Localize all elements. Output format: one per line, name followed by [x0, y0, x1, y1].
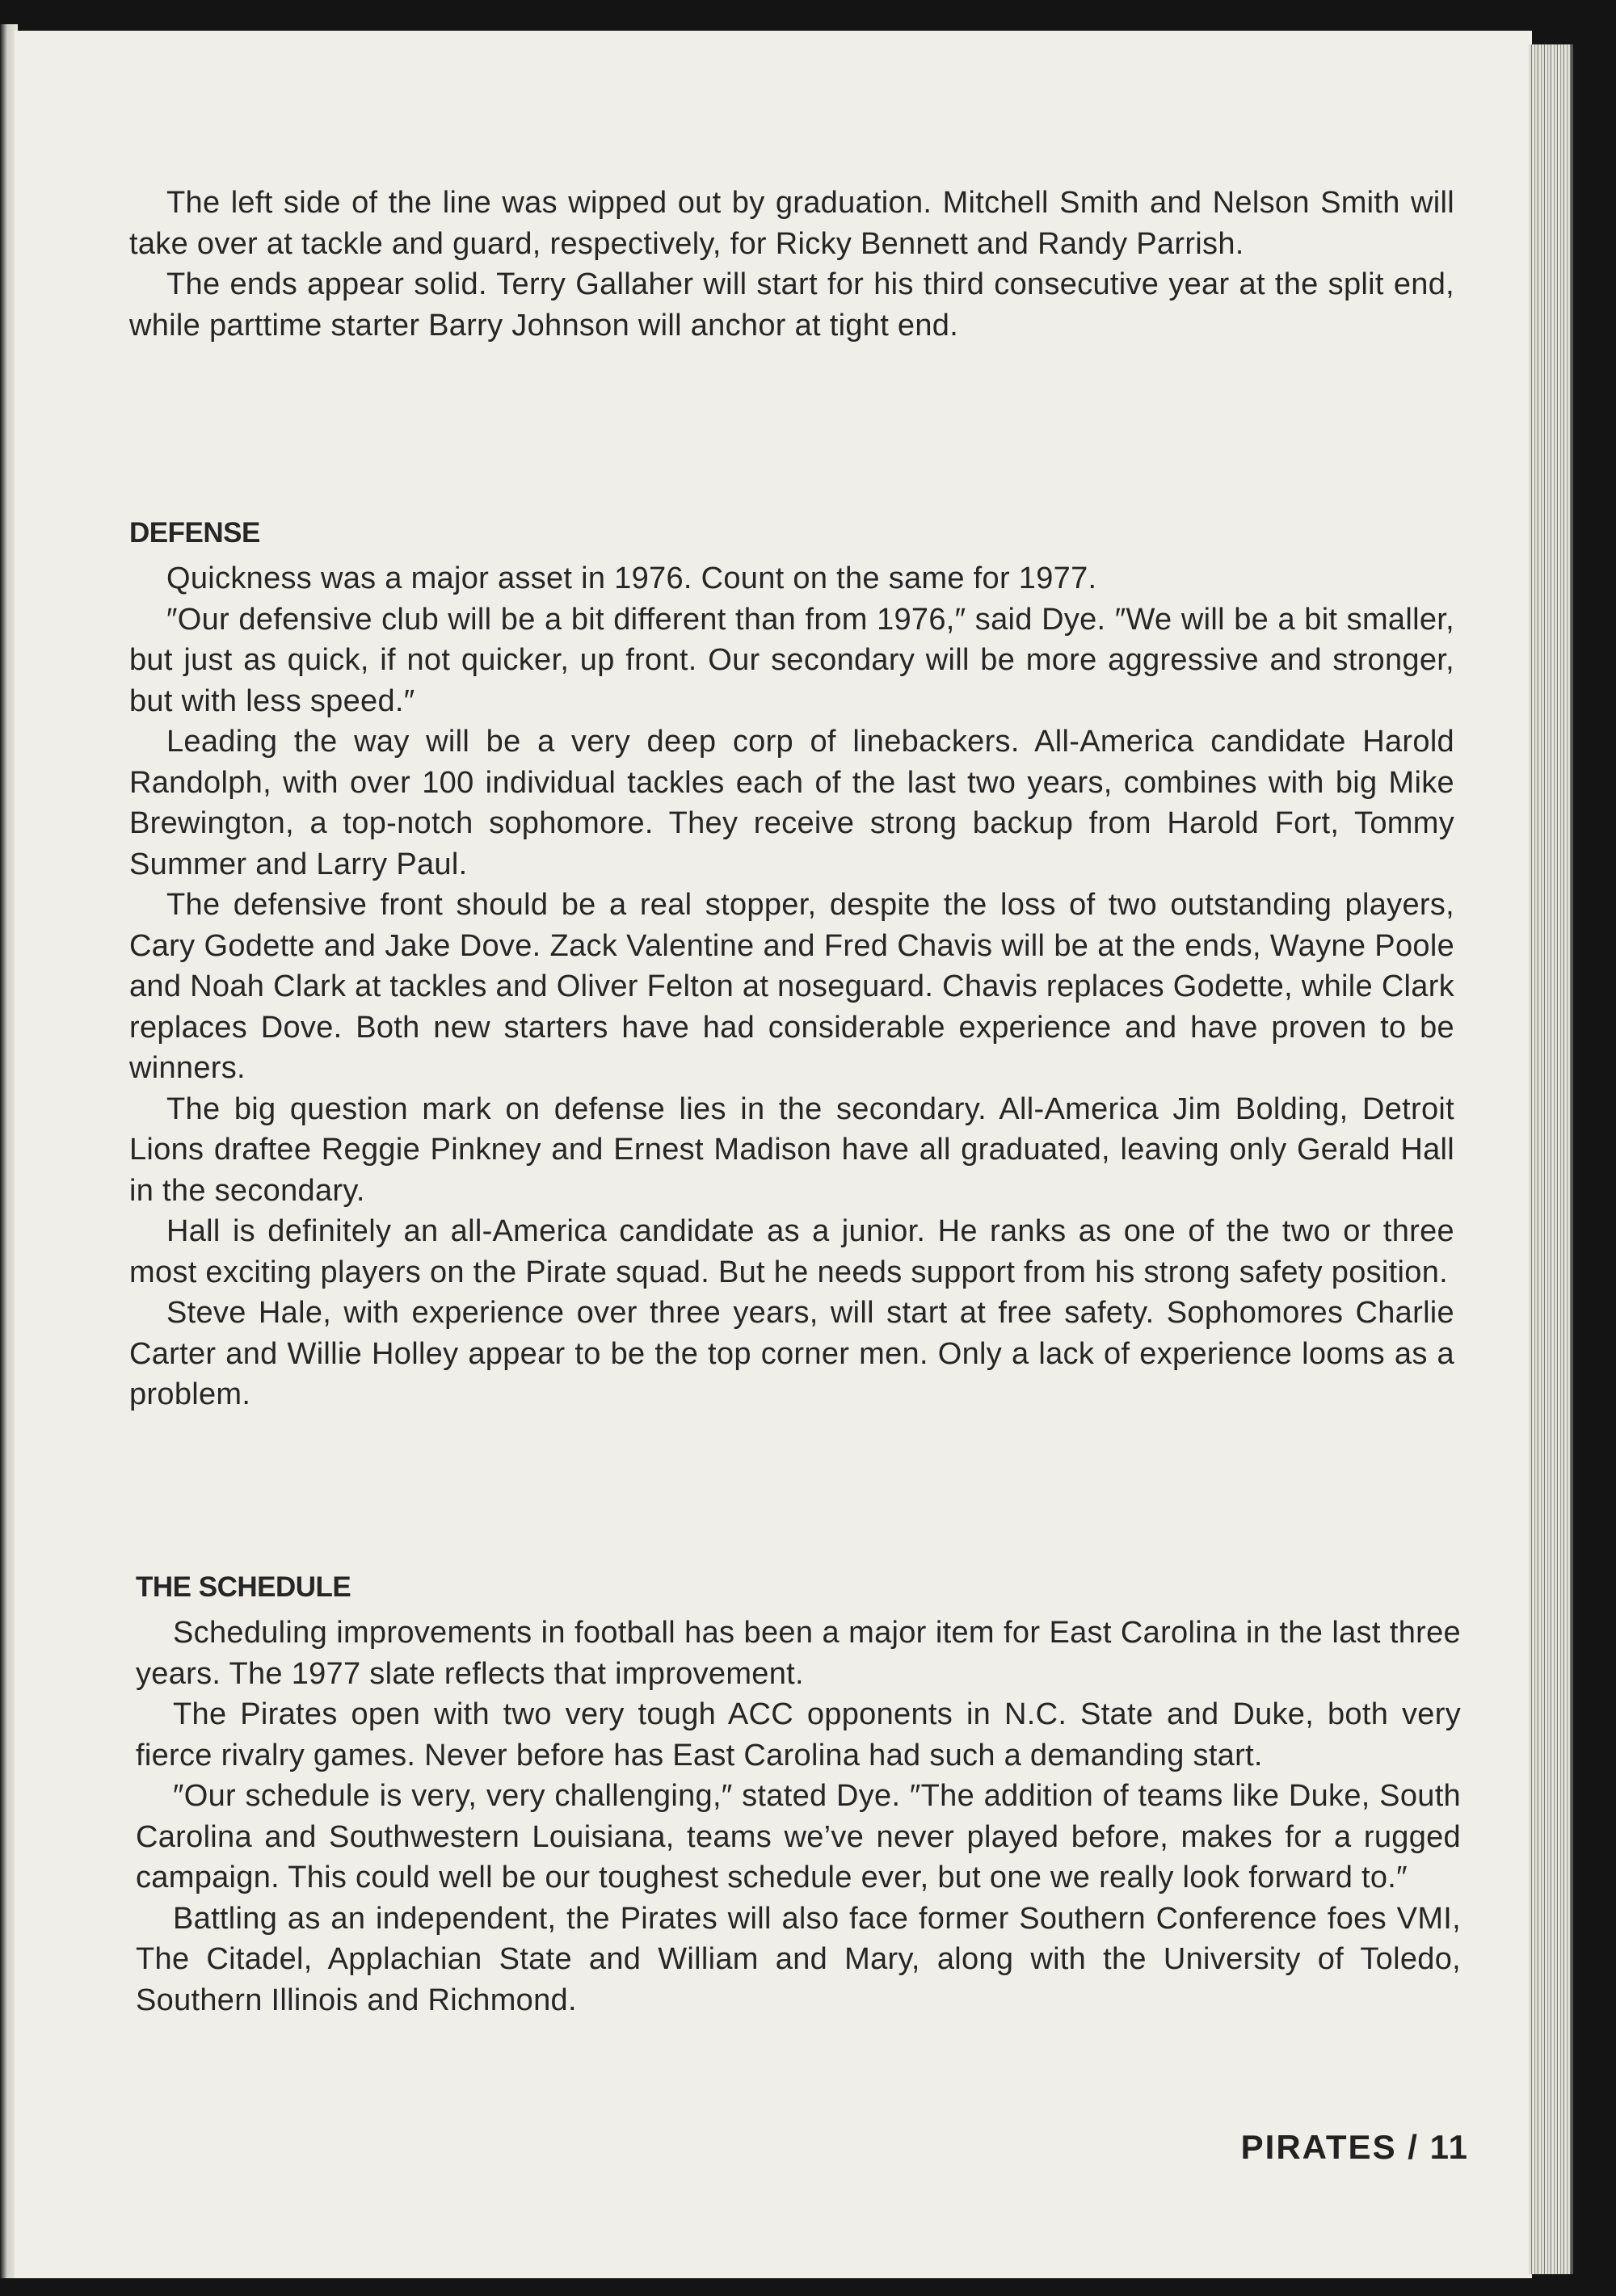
intro-section: [129, 183, 1454, 346]
schedule-paragraph: Scheduling improvements in football has been a major item for East Carolina in the last three years. The 1977 slate reflects that improvement.: [136, 1616, 1461, 1691]
defense-heading: DEFENSE: [129, 517, 260, 549]
page-edge-stack: [1529, 44, 1573, 2274]
schedule-paragraph: The Pirates open with two very tough ACC opponents in N.C. State and Duke, both very fierce rivalry games. Never before has East Carolina had such a demanding start.: [136, 1697, 1461, 1772]
intro-paragraph: The left side of the line was wipped out by graduation. Mitchell Smith and Nelson Smith will take over at tackle and guard, respectively, for Ricky Bennett and Randy Parrish.: [129, 186, 1454, 261]
schedule-paragraph: Battling as an independent, the Pirates will also face former Southern Conference foes VMI, The Citadel, Applachian State and William and Mary, along with the University of Toledo, Southern Illinois and Richmond.: [136, 1901, 1461, 2017]
defense-paragraph: The big question mark on defense lies in the secondary. All-America Jim Bolding, Detroit Lions draftee Reggie Pinkney and Ernest Madison have all graduated, leaving only Gerald Hall in the secondary.: [129, 1091, 1454, 1208]
defense-paragraph: Leading the way will be a very deep corp of linebackers. All-America candidate Harold Randolph, with over 100 individual tackles each of the last two years, combines with big Mike Brewington, a top-notch sophomore. They receive strong backup from Harold Fort, Tommy Summer and Larry Paul.: [129, 725, 1454, 881]
schedule-section: [136, 1567, 1461, 2021]
page-folio: PIRATES / 11: [1240, 2128, 1469, 2166]
defense-paragraph: ″Our defensive club will be a bit different than from 1976,″ said Dye. ″We will be a bit smaller, but just as quick, if not quicker, up front. Our secondary will be more aggressive and stronger, but with less speed.″: [129, 602, 1454, 718]
defense-section: [129, 513, 1454, 1415]
defense-paragraph: Hall is definitely an all-America candidate as a junior. He ranks as one of the two or three most exciting players on the Pirate squad. But he needs support from his strong safety position.: [129, 1214, 1454, 1289]
schedule-paragraph: ″Our schedule is very, very challenging,″ stated Dye. ″The addition of teams like Duke, South Carolina and Southwestern Louisiana, teams we’ve never played before, makes for a rugged campaign. This could well be our toughest schedule ever, but one we really look forward to.″: [136, 1779, 1461, 1894]
defense-paragraph: Steve Hale, with experience over three years, will start at free safety. Sophomores Charlie Carter and Willie Holley appear to be the top corner men. Only a lack of experience looms as a problem.: [129, 1296, 1454, 1411]
intro-paragraph: The ends appear solid. Terry Gallaher will start for his third consecutive year at the split end, while parttime starter Barry Johnson will anchor at tight end.: [129, 267, 1454, 343]
schedule-heading: THE SCHEDULE: [136, 1571, 351, 1603]
defense-paragraph: Quickness was a major asset in 1976. Count on the same for 1977.: [166, 561, 1097, 595]
defense-paragraph: The defensive front should be a real stopper, despite the loss of two outstanding players, Cary Godette and Jake Dove. Zack Valentine and Fred Chavis will be at the ends, Wayne Poole and Noah Clark at tackles and Oliver Felton at noseguard. Chavis replaces Godette, while Clark replaces Dove. Both new starters have had considerable experience and have proven to be winners.: [129, 888, 1454, 1085]
